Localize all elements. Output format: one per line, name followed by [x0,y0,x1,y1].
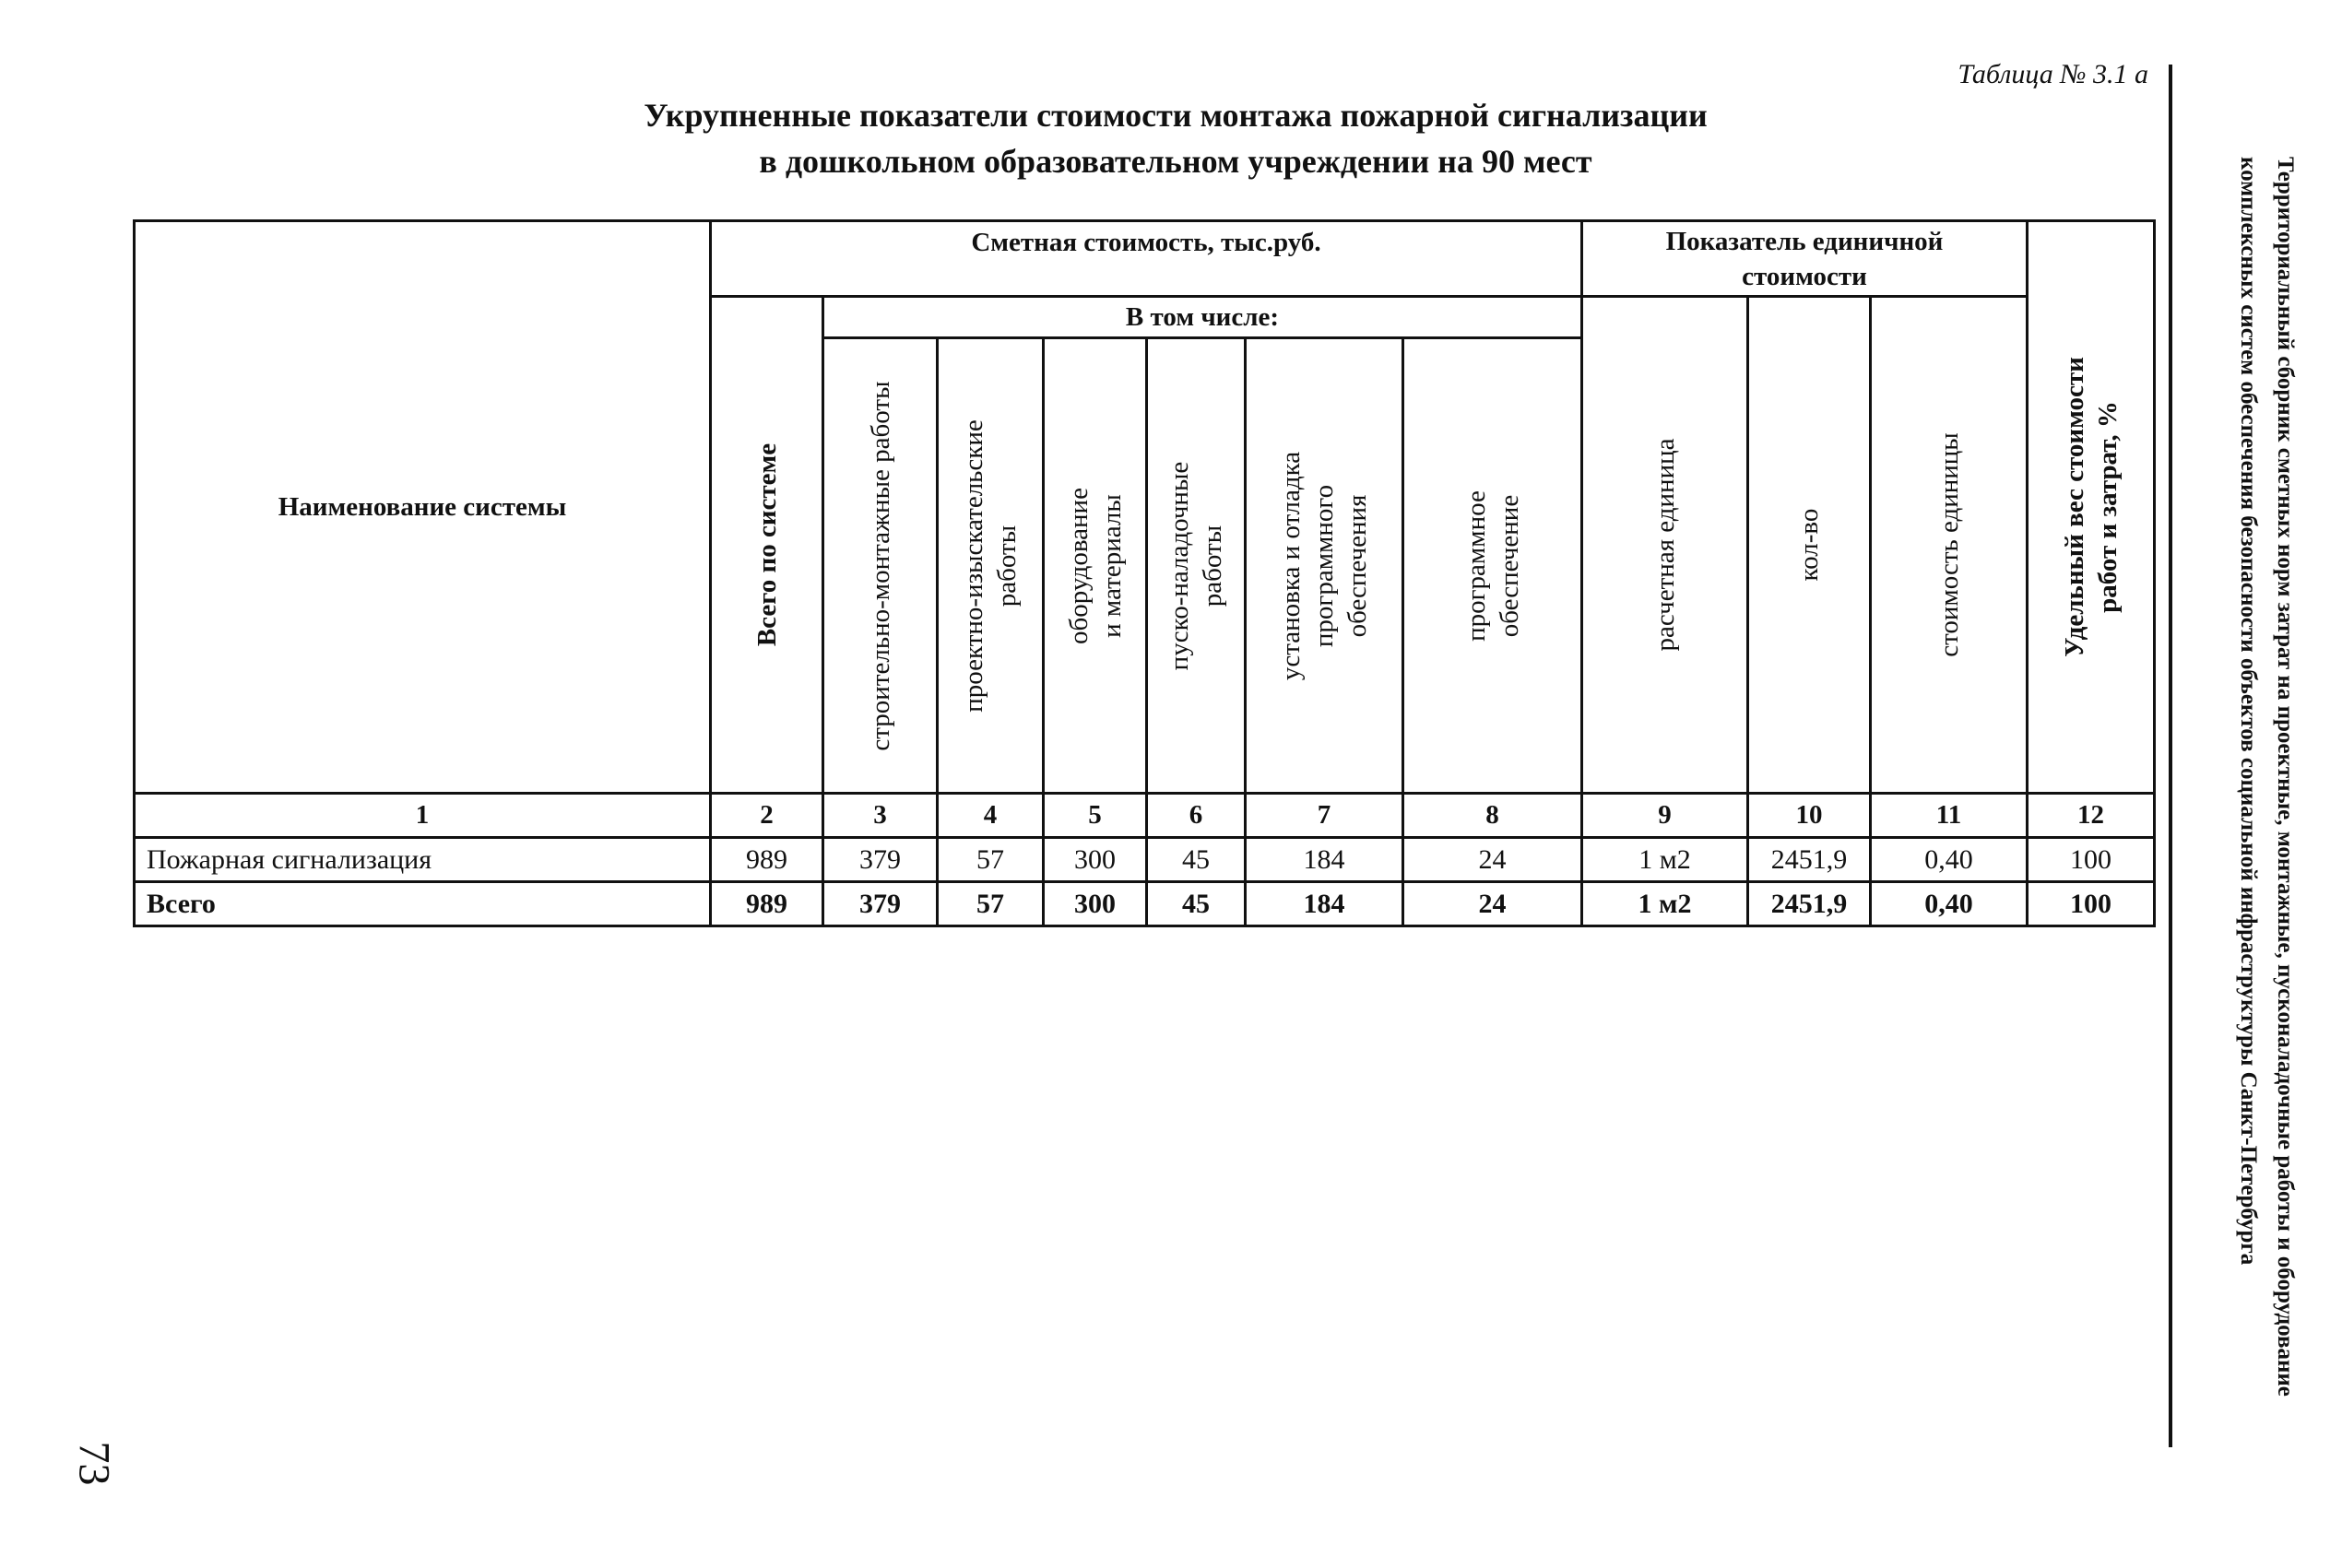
cell-equipment: 300 [1044,838,1147,882]
document-title [369,92,1982,184]
column-number: 8 [1403,794,1582,838]
cell-software-install: 184 [1246,838,1403,882]
cell-commissioning: 45 [1147,838,1246,882]
cell-total: 989 [711,838,823,882]
row-name: Пожарная сигнализация [135,838,711,882]
side-caption-line-1: Территориальный сборник сметных норм затрат на проектные, монтажные, пусконаладочные работы и оборудование [2273,157,2298,1397]
cell-calc-unit: 1 м2 [1582,838,1748,882]
header-design: проектно-изыскательские работы [938,338,1044,794]
side-caption-line-2: комплексных систем обеспечения безопасности объектов социальной инфраструктуры Санкт-Петербурга [2236,157,2261,1266]
header-unit-cost: стоимость единицы [1871,297,2028,794]
header-total-by-system: Всего по системе [711,297,823,794]
cell-unit-cost: 0,40 [1871,882,2028,926]
cell-calc-unit: 1 м2 [1582,882,1748,926]
column-number: 5 [1044,794,1147,838]
column-number: 7 [1246,794,1403,838]
cell-software-install: 184 [1246,882,1403,926]
cell-total: 989 [711,882,823,926]
header-name: Наименование системы [135,221,711,794]
table-label: Таблица № 3.1 а [1958,59,2148,89]
cell-share: 100 [2028,882,2155,926]
header-quantity: кол-во [1748,297,1871,794]
column-number: 10 [1748,794,1871,838]
total-row-name: Всего [135,882,711,926]
header-including: В том числе: [823,297,1582,338]
margin-rule [2169,65,2172,1447]
header-equipment: оборудование и материалы [1044,338,1147,794]
header-estimated-cost: Сметная стоимость, тыс.руб. [711,221,1582,297]
header-calc-unit: расчетная единица [1582,297,1748,794]
cell-design: 57 [938,838,1044,882]
cell-design: 57 [938,882,1044,926]
header-share: Удельный вес стоимости работ и затрат, % [2028,221,2155,794]
side-caption [2220,157,2303,1466]
cell-quantity: 2451,9 [1748,882,1871,926]
cell-software: 24 [1403,882,1582,926]
column-number: 11 [1871,794,2028,838]
cell-software: 24 [1403,838,1582,882]
header-commissioning: пуско-наладочные работы [1147,338,1246,794]
cell-unit-cost: 0,40 [1871,838,2028,882]
column-number: 9 [1582,794,1748,838]
header-software: программное обеспечение [1403,338,1582,794]
title-line-2: в дошкольном образовательном учреждении на 90 мест [759,143,1592,180]
total-row [135,882,2155,926]
cell-share: 100 [2028,838,2155,882]
title-line-1: Укрупненные показатели стоимости монтажа пожарной сигнализации [644,97,1708,134]
cell-construction: 379 [823,838,938,882]
column-numbers-row [135,794,2155,838]
column-number: 4 [938,794,1044,838]
table-row [135,838,2155,882]
cell-quantity: 2451,9 [1748,838,1871,882]
column-number: 2 [711,794,823,838]
column-number: 6 [1147,794,1246,838]
column-number: 1 [135,794,711,838]
header-unit-cost-indicator: Показатель единичной стоимости [1582,221,2028,297]
column-number: 12 [2028,794,2155,838]
page-number: 73 [69,1441,119,1486]
cell-construction: 379 [823,882,938,926]
cell-equipment: 300 [1044,882,1147,926]
cost-table [133,219,2156,927]
header-software-install: установка и отладка программного обеспечения [1246,338,1403,794]
header-construction: строительно-монтажные работы [823,338,938,794]
column-number: 3 [823,794,938,838]
cell-commissioning: 45 [1147,882,1246,926]
